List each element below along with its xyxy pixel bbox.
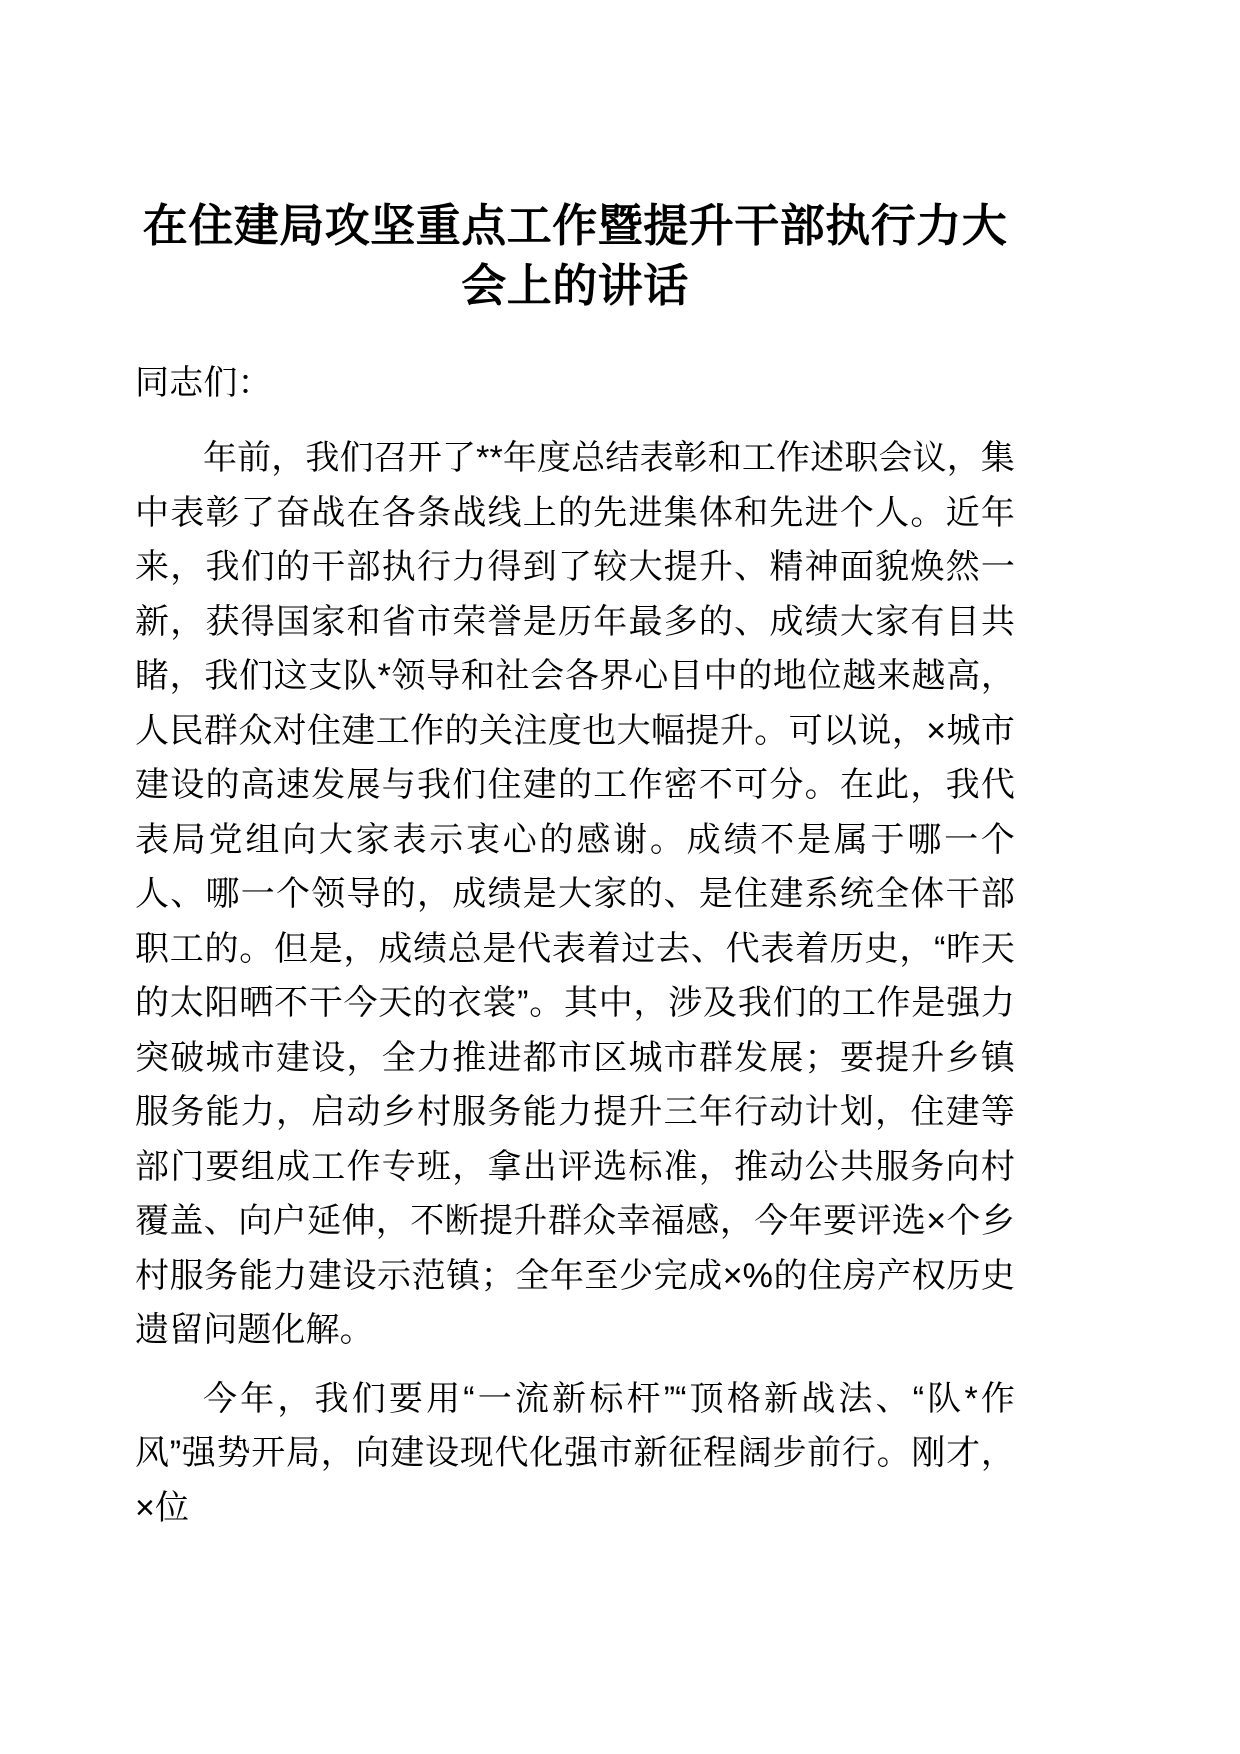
page-content xyxy=(135,0,1015,1535)
page-title: 在住建局攻坚重点工作暨提升干部执行力大会上的讲话 xyxy=(142,200,1008,312)
salutation: 同志们： xyxy=(135,363,272,402)
body-paragraph-1: 年前，我们召开了**年度总结表彰和工作述职会议，集中表彰了奋战在各条战线上的先进集体和先进个人。近年来，我们的干部执行力得到了较大提升、精神面貌焕然一新，获得国家和省市荣誉是历年最多的、成绩大家有目共睹，我们这支队*领导和社会各界心目中的地位越来越高，人民群众对住建工作的关注度也大幅提升。可以说，×城市建设的高速发展与我们住建的工作密不可分。在此，我代表局党组向大家表示衷心的感谢。成绩不是属于哪一个人、哪一个领导的，成绩是大家的、是住建系统全体干部职工的。但是，成绩总是代表着过去、代表着历史，“昨天的太阳晒不干今天的衣裳”。其中，涉及我们的工作是强力突破城市建设，全力推进都市区城市群发展；要提升乡镇服务能力，启动乡村服务能力提升三年行动计划，住建等部门要组成工作专班，拿出评选标准，推动公共服务向村覆盖、向户延伸，不断提升群众幸福感，今年要评选×个乡村服务能力建设示范镇；全年至少完成×%的住房产权历史遗留问题化解。 xyxy=(135,439,1015,1350)
body-paragraph-2: 今年，我们要用“一流新标杆”“顶格新战法、“队*作风”强势开局，向建设现代化强市新征程阔步前行。刚才，×位 xyxy=(135,1379,1015,1527)
